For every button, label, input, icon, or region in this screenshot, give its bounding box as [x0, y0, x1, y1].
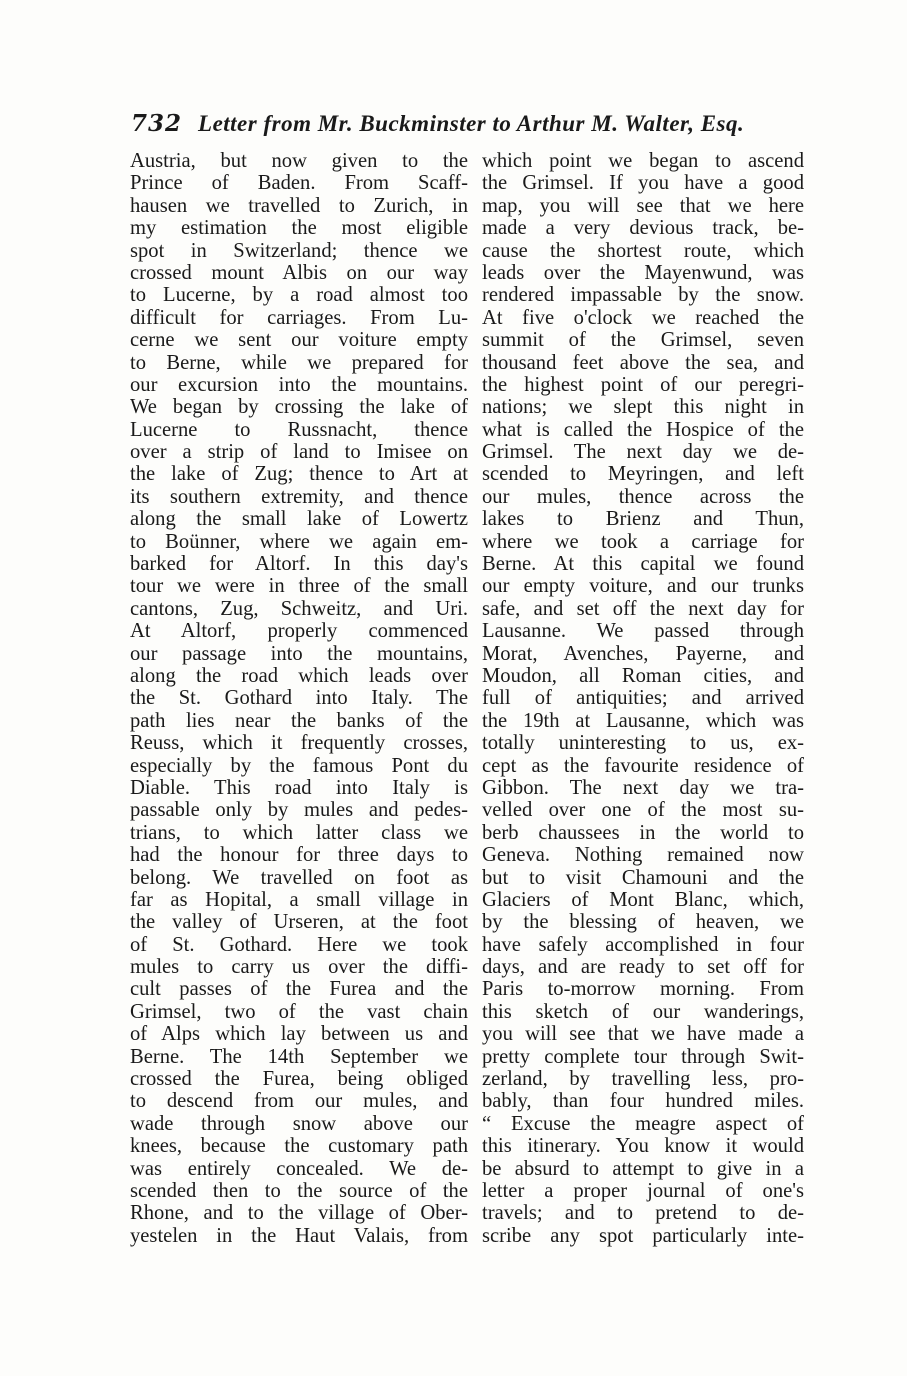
text-line: knees, because the customary path: [130, 1135, 468, 1158]
text-line: path lies near the banks of the: [130, 709, 468, 732]
text-line: Berne. The 14th September we: [130, 1045, 468, 1068]
text-line: our mules, thence across the: [482, 485, 804, 508]
page-header: [131, 110, 811, 150]
text-line: cantons, Zug, Schweitz, and Uri.: [130, 597, 468, 620]
text-line: leads over the Mayenwund, was: [482, 261, 804, 284]
text-line: the Grimsel. If you have a good: [482, 172, 804, 195]
text-line: along the road which leads over: [130, 664, 468, 687]
text-line: Berne. At this capital we found: [482, 553, 804, 576]
text-line: velled over one of the most su-: [482, 799, 804, 822]
text-line: berb chaussees in the world to: [482, 821, 804, 844]
text-line: travels; and to pretend to de-: [482, 1202, 804, 1225]
page-number: 732: [131, 110, 183, 137]
text-line: crossed the Furea, being obliged: [130, 1068, 468, 1091]
text-line: of Alps which lay between us and: [130, 1023, 468, 1046]
text-line: the 19th at Lausanne, which was: [482, 709, 804, 732]
text-line: wade through snow above our: [130, 1112, 468, 1135]
text-line: by the blessing of heaven, we: [482, 911, 804, 934]
text-line: was entirely concealed. We de-: [130, 1157, 468, 1180]
text-line: far as Hopital, a small village in: [130, 888, 468, 911]
text-line: belong. We travelled on foot as: [130, 866, 468, 889]
text-line: At Altorf, properly commenced: [130, 620, 468, 643]
text-line: zerland, by travelling less, pro-: [482, 1068, 804, 1091]
text-line: had the honour for three days to: [130, 844, 468, 867]
left-text-column: [130, 150, 468, 1247]
text-line: yestelen in the Haut Valais, from: [130, 1224, 468, 1247]
text-line: map, you will see that we here: [482, 194, 804, 217]
text-line: passable only by mules and pedes-: [130, 799, 468, 822]
text-line: to Berne, while we prepared for: [130, 351, 468, 374]
text-line: difficult for carriages. From Lu-: [130, 306, 468, 329]
text-line: totally uninteresting to us, ex-: [482, 732, 804, 755]
text-line: nations; we slept this night in: [482, 396, 804, 419]
text-line: to Lucerne, by a road almost too: [130, 284, 468, 307]
text-line: which point we began to ascend: [482, 150, 804, 172]
text-line: tour we were in three of the small: [130, 575, 468, 598]
text-line: summit of the Grimsel, seven: [482, 329, 804, 352]
text-line: days, and are ready to set off for: [482, 956, 804, 979]
text-line: cerne we sent our voiture empty: [130, 329, 468, 352]
text-line: Grimsel. The next day we de-: [482, 441, 804, 464]
text-line: Austria, but now given to the: [130, 150, 468, 172]
text-line: the highest point of our peregri-: [482, 373, 804, 396]
text-line: along the small lake of Lowertz: [130, 508, 468, 531]
text-line: our passage into the mountains,: [130, 642, 468, 665]
text-line: where we took a carriage for: [482, 530, 804, 553]
text-line: Reuss, which it frequently crosses,: [130, 732, 468, 755]
text-line: Moudon, all Roman cities, and: [482, 664, 804, 687]
text-line: made a very devious track, be-: [482, 217, 804, 240]
text-line: safe, and set off the next day for: [482, 597, 804, 620]
text-line: what is called the Hospice of the: [482, 418, 804, 441]
text-line: the valley of Urseren, at the foot: [130, 911, 468, 934]
text-line: thousand feet above the sea, and: [482, 351, 804, 374]
text-line: mules to carry us over the diffi-: [130, 956, 468, 979]
text-line: Paris to-morrow morning. From: [482, 978, 804, 1001]
text-line: have safely accomplished in four: [482, 933, 804, 956]
text-line: its southern extremity, and thence: [130, 485, 468, 508]
text-line: to descend from our mules, and: [130, 1090, 468, 1113]
right-text-column: [482, 150, 804, 1247]
text-line: over a strip of land to Imisee on: [130, 441, 468, 464]
text-line: At five o'clock we reached the: [482, 306, 804, 329]
text-line: my estimation the most eligible: [130, 217, 468, 240]
text-line: Rhone, and to the village of Ober-: [130, 1202, 468, 1225]
text-line: scribe any spot particularly inte-: [482, 1224, 804, 1247]
text-line: Geneva. Nothing remained now: [482, 844, 804, 867]
text-line: pretty complete tour through Swit-: [482, 1045, 804, 1068]
text-line: cause the shortest route, which: [482, 239, 804, 262]
running-head: Letter from Mr. Buckminster to Arthur M. Walter, Esq.: [198, 111, 745, 136]
text-line: Prince of Baden. From Scaff-: [130, 172, 468, 195]
text-line: our empty voiture, and our trunks: [482, 575, 804, 598]
text-line: full of antiquities; and arrived: [482, 687, 804, 710]
text-line: especially by the famous Pont du: [130, 754, 468, 777]
text-line: barked for Altorf. In this day's: [130, 553, 468, 576]
text-line: rendered impassable by the snow.: [482, 284, 804, 307]
text-line: but to visit Chamouni and the: [482, 866, 804, 889]
text-line: Glaciers of Mont Blanc, which,: [482, 888, 804, 911]
text-line: this sketch of our wanderings,: [482, 1000, 804, 1023]
text-line: “ Excuse the meagre aspect of: [482, 1112, 804, 1135]
text-line: We began by crossing the lake of: [130, 396, 468, 419]
text-line: Lausanne. We passed through: [482, 620, 804, 643]
text-line: our excursion into the mountains.: [130, 373, 468, 396]
text-line: letter a proper journal of one's: [482, 1179, 804, 1202]
text-line: spot in Switzerland; thence we: [130, 239, 468, 262]
text-line: be absurd to attempt to give in a: [482, 1157, 804, 1180]
text-line: crossed mount Albis on our way: [130, 261, 468, 284]
text-line: trians, to which latter class we: [130, 821, 468, 844]
text-line: Lucerne to Russnacht, thence: [130, 418, 468, 441]
text-line: of St. Gothard. Here we took: [130, 933, 468, 956]
text-line: Diable. This road into Italy is: [130, 776, 468, 799]
text-line: cult passes of the Furea and the: [130, 978, 468, 1001]
text-line: you will see that we have made a: [482, 1023, 804, 1046]
text-line: hausen we travelled to Zurich, in: [130, 194, 468, 217]
text-line: the St. Gothard into Italy. The: [130, 687, 468, 710]
text-line: cept as the favourite residence of: [482, 754, 804, 777]
text-line: Morat, Avenches, Payerne, and: [482, 642, 804, 665]
text-line: scended then to the source of the: [130, 1179, 468, 1202]
text-line: scended to Meyringen, and left: [482, 463, 804, 486]
text-line: Gibbon. The next day we tra-: [482, 776, 804, 799]
text-line: bably, than four hundred miles.: [482, 1090, 804, 1113]
text-line: this itinerary. You know it would: [482, 1135, 804, 1158]
text-line: the lake of Zug; thence to Art at: [130, 463, 468, 486]
text-line: lakes to Brienz and Thun,: [482, 508, 804, 531]
text-line: Grimsel, two of the vast chain: [130, 1000, 468, 1023]
text-line: to Boünner, where we again em-: [130, 530, 468, 553]
